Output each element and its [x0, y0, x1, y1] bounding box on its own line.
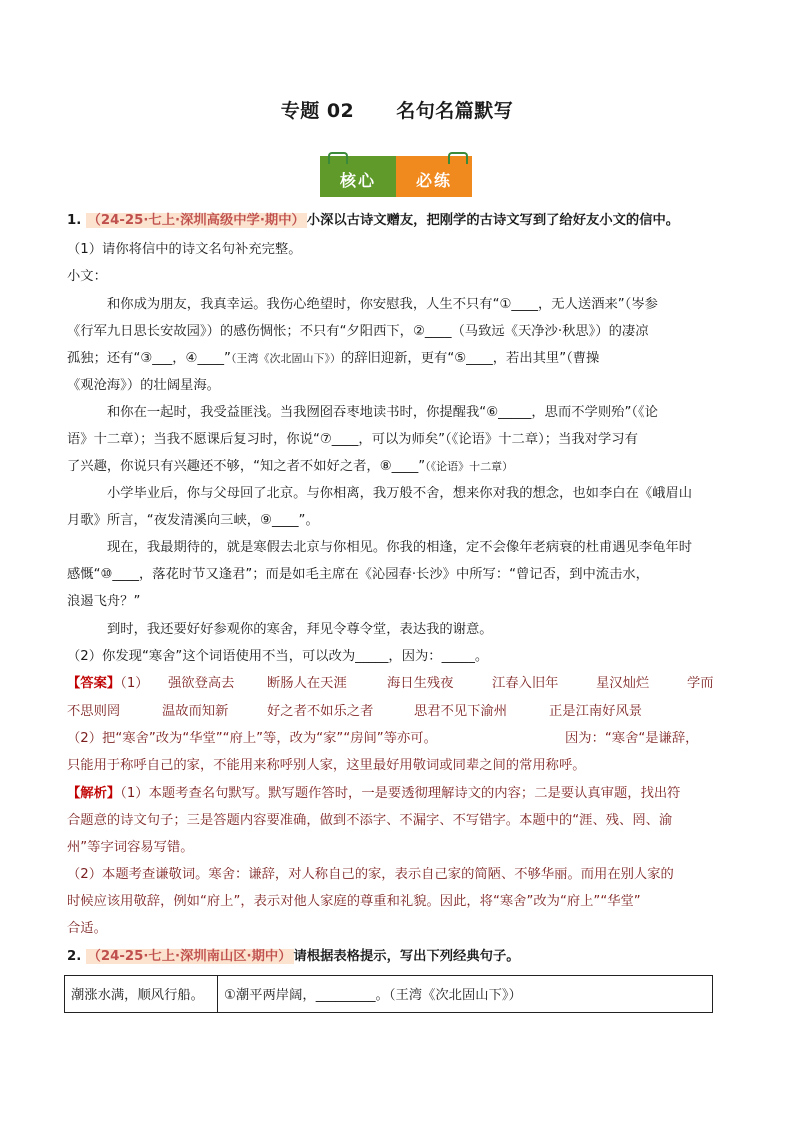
table-cell-prompt	[65, 976, 218, 1012]
answer-label: 【答案】	[67, 676, 121, 691]
analysis-line: 合适。	[67, 921, 107, 936]
citation: （王湾《次北固山下》）	[230, 352, 341, 365]
question-source: （24-25·七上·深圳南山区·期中）	[87, 949, 292, 964]
question-source: （24-25·七上·深圳高级中学·期中）	[87, 213, 305, 228]
analysis-label: 【解析】	[67, 786, 121, 801]
answer-line: 只能用于称呼自己的家，不能用来称呼别人家，这里最好用敬词或同辈之间的常用称呼。	[67, 758, 586, 773]
title-sub: 名句名篇默写	[396, 100, 514, 122]
letter-line: 到时，我还要好好参观你的寒舍，拜见令尊令堂，表达我的谢意。	[107, 622, 493, 637]
question-text: 请根据表格提示，写出下列经典句子。	[293, 949, 520, 964]
answer-item: 强欲登高去	[168, 676, 235, 691]
core-practice-badge	[320, 152, 472, 197]
letter-text: 的辞旧迎新，更有“⑤____，若出其里”（曹操	[340, 351, 600, 366]
title-main: 专题 02	[280, 100, 355, 122]
answer-part: （1）	[120, 676, 149, 691]
question-text: 小深以古诗文赠友，把刚学的古诗文写到了给好友小文的信中。	[306, 213, 680, 228]
badge-right-label: 必练	[415, 171, 452, 190]
verse-text: ①潮平两岸阔，	[224, 988, 316, 1003]
answer-item: 温故而知新	[162, 704, 229, 719]
binder-clip-icon	[328, 152, 348, 164]
answer-row-1	[67, 675, 149, 693]
binder-clip-icon	[448, 152, 468, 164]
analysis-line: 州”等字词容易写错。	[67, 840, 194, 855]
answer-item: 学而	[687, 676, 714, 691]
prompt-table	[64, 975, 713, 1013]
letter-line: 和你在一起时，我受益匪浅。当我囫囵吞枣地读书时，你提醒我“⑥_____，思而不学则殆”（《论	[107, 405, 658, 420]
question-1-header	[67, 212, 679, 230]
citation: （《论语》十二章）	[425, 460, 514, 473]
analysis-line: （2）本题考查谦敬词。寒舍：谦辞，对人称自己的家，表示自己家的简陋、不够华丽。而用在别人家的	[67, 867, 674, 882]
letter-line: 和你成为朋友，我真幸运。我伤心绝望时，你安慰我，人生不只有“①____，无人送酒来”（岑参	[107, 297, 658, 312]
answer-line: （2）把“寒舍”改为“华堂”“府上”等，改为“家”“房间”等亦可。	[67, 731, 437, 746]
fill-blank[interactable]: _________	[315, 988, 376, 1003]
answer-line: 因为：“寒舍“是谦辞，	[565, 731, 699, 746]
analysis-line: 时候应该用敬辞，例如“府上”，表示对他人家庭的尊重和礼貌。因此，将“寒舍”改为“府上”“华堂”	[67, 894, 641, 909]
letter-line	[67, 350, 599, 368]
letter-salutation: 小文：	[67, 269, 107, 284]
letter-line: 浪遏飞舟？”	[67, 594, 141, 609]
letter-line: 语》十二章）；当我不愿课后复习时，你说“⑦____，可以为师矣”（《论语》十二章）；当我对学习有	[67, 432, 638, 447]
answer-item: 断肠人在天涯	[267, 676, 347, 691]
letter-line: 感慨“⑩____，落花时节又逢君”；而是如毛主席在《沁园春·长沙》中所写：“曾记否，到中流击水，	[67, 567, 649, 582]
badge-left-label: 核心	[339, 171, 376, 190]
question-number: 2.	[67, 949, 82, 964]
letter-line	[67, 458, 513, 476]
letter-line: 小学毕业后，你与父母回了北京。与你相离，我万般不舍，想来你对我的想念，也如李白在《峨眉山	[107, 486, 693, 501]
table-cell-text	[224, 984, 522, 1003]
answer-item: 不思则罔	[67, 704, 121, 719]
question-2-header	[67, 948, 520, 966]
letter-text: 了兴趣，你说只有兴趣还不够，“知之者不如好之者，⑧____”	[67, 459, 426, 474]
letter-line: 月歌》所言，“夜发清溪向三峡，⑨____”。	[67, 513, 319, 528]
answer-item: 好之者不如乐之者	[267, 704, 374, 719]
letter-text: 孤独；还有“③___，④____”	[67, 351, 231, 366]
letter-line: 《行军九日思长安故园》）的感伤惆怅；不只有“夕阳西下，②____（马致远《天净沙·秋思》）的凄凉	[67, 324, 649, 339]
letter-line: 《观沧海》）的壮阔星海。	[67, 378, 220, 393]
answer-item: 星汉灿烂	[596, 676, 650, 691]
analysis-text: （1）本题考查名句默写。默写题作答时，一是要透彻理解诗文的内容；二是要认真审题，找出符	[120, 786, 681, 801]
page-title	[0, 96, 794, 123]
answer-item: 正是江南好风景	[549, 704, 643, 719]
table-cell-answer	[218, 976, 712, 1012]
analysis-line	[67, 785, 680, 803]
answer-item: 思君不见下渝州	[414, 704, 508, 719]
table-cell-text: 潮涨水满，顺风行船。	[71, 988, 204, 1003]
answer-item: 海日生残夜	[387, 676, 454, 691]
question-number: 1.	[67, 213, 82, 228]
letter-line: 现在，我最期待的，就是寒假去北京与你相见。你我的相逢，定不会像年老病衰的杜甫遇见李龟年时	[107, 540, 693, 555]
answer-item: 江春入旧年	[492, 676, 559, 691]
verse-citation: 。（王湾《次北固山下》）	[375, 988, 522, 1003]
sub-question-1: （1）请你将信中的诗文名句补充完整。	[67, 242, 302, 257]
sub-question-2: （2）你发现“寒舍”这个词语使用不当，可以改为_____，因为：_____。	[67, 649, 489, 664]
analysis-line: 合题意的诗文句子；三是答题内容要准确，做到不添字、不漏字、不写错字。本题中的“涯、残、罔、渝	[67, 813, 673, 828]
